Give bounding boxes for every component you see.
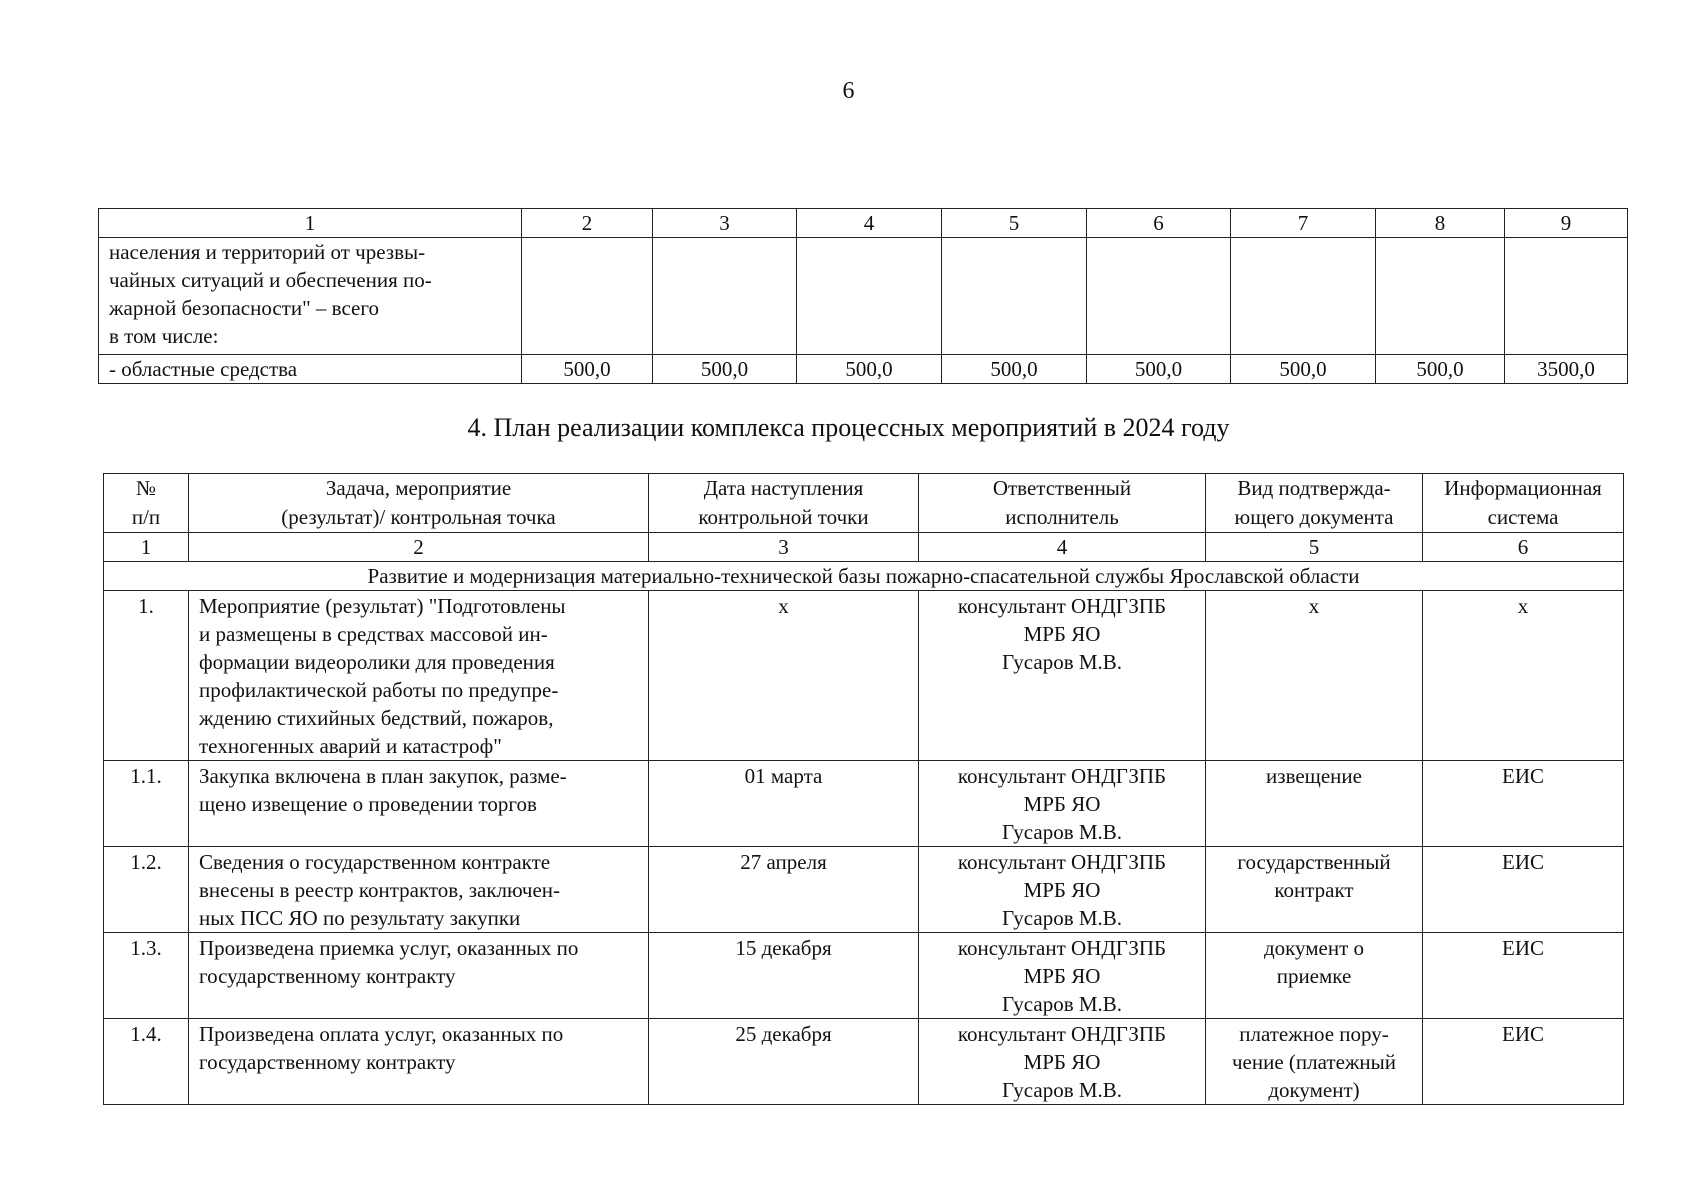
funding-row-label: - областные средства: [99, 355, 522, 384]
plan-table-header-row: [104, 474, 1624, 533]
row-responsible: консультант ОНДГЗПБ МРБ ЯО Гусаров М.В.: [919, 591, 1206, 761]
empty-cell: [797, 238, 942, 355]
column-index: 2: [189, 533, 649, 562]
funding-value: 500,0: [797, 355, 942, 384]
row-task: Произведена оплата услуг, оказанных по государственному контракту: [189, 1019, 649, 1105]
row-task: Закупка включена в план закупок, разме- щено извещение о проведении торгов: [189, 761, 649, 847]
plan-table: [103, 473, 1624, 1105]
row-date: 25 декабря: [649, 1019, 919, 1105]
column-index: 3: [649, 533, 919, 562]
row-document: документ о приемке: [1206, 933, 1423, 1019]
funding-value: 500,0: [1376, 355, 1505, 384]
row-system: ЕИС: [1423, 847, 1624, 933]
column-index: 5: [1206, 533, 1423, 562]
table-row: [104, 1019, 1624, 1105]
row-system: ЕИС: [1423, 933, 1624, 1019]
funding-table-header-cell: 2: [522, 209, 653, 238]
funding-table-header-cell: 7: [1231, 209, 1376, 238]
empty-cell: [1505, 238, 1628, 355]
funding-value: 500,0: [653, 355, 797, 384]
row-document: х: [1206, 591, 1423, 761]
plan-table-index-row: [104, 533, 1624, 562]
funding-table-description-row: [99, 238, 1628, 355]
row-date: 01 марта: [649, 761, 919, 847]
row-document: государственный контракт: [1206, 847, 1423, 933]
empty-cell: [1376, 238, 1505, 355]
row-number: 1.: [104, 591, 189, 761]
funding-table-header-cell: 1: [99, 209, 522, 238]
row-number: 1.4.: [104, 1019, 189, 1105]
row-date: х: [649, 591, 919, 761]
funding-table-header-cell: 9: [1505, 209, 1628, 238]
row-responsible: консультант ОНДГЗПБ МРБ ЯО Гусаров М.В.: [919, 1019, 1206, 1105]
funding-table-header-cell: 4: [797, 209, 942, 238]
funding-table-header-row: [99, 209, 1628, 238]
row-system: ЕИС: [1423, 1019, 1624, 1105]
empty-cell: [653, 238, 797, 355]
funding-table: [98, 208, 1628, 384]
empty-cell: [1231, 238, 1376, 355]
funding-row-regional: [99, 355, 1628, 384]
group-title: Развитие и модернизация материально-технической базы пожарно-спасательной службы Ярославской области: [104, 562, 1624, 591]
funding-value: 500,0: [522, 355, 653, 384]
row-number: 1.1.: [104, 761, 189, 847]
row-date: 15 декабря: [649, 933, 919, 1019]
table-row: [104, 933, 1624, 1019]
funding-table-header-cell: 6: [1087, 209, 1231, 238]
column-header-task: Задача, мероприятие (результат)/ контрольная точка: [189, 474, 649, 533]
column-index: 1: [104, 533, 189, 562]
row-task: Сведения о государственном контракте внесены в реестр контрактов, заключен- ных ПСС ЯО по результату закупки: [189, 847, 649, 933]
section-title: 4. План реализации комплекса процессных мероприятий в 2024 году: [467, 413, 1230, 442]
empty-cell: [942, 238, 1087, 355]
table-row: [104, 761, 1624, 847]
funding-value: 500,0: [942, 355, 1087, 384]
row-date: 27 апреля: [649, 847, 919, 933]
row-number: 1.3.: [104, 933, 189, 1019]
funding-table-header-cell: 3: [653, 209, 797, 238]
empty-cell: [1087, 238, 1231, 355]
row-document: извещение: [1206, 761, 1423, 847]
row-responsible: консультант ОНДГЗПБ МРБ ЯО Гусаров М.В.: [919, 933, 1206, 1019]
row-number: 1.2.: [104, 847, 189, 933]
row-task: Произведена приемка услуг, оказанных по государственному контракту: [189, 933, 649, 1019]
empty-cell: [522, 238, 653, 355]
row-system: ЕИС: [1423, 761, 1624, 847]
plan-table-group-row: [104, 562, 1624, 591]
row-responsible: консультант ОНДГЗПБ МРБ ЯО Гусаров М.В.: [919, 761, 1206, 847]
column-header-number: № п/п: [104, 474, 189, 533]
row-document: платежное пору- чение (платежный документ): [1206, 1019, 1423, 1105]
column-header-document: Вид подтвержда- ющего документа: [1206, 474, 1423, 533]
column-header-responsible: Ответственный исполнитель: [919, 474, 1206, 533]
row-responsible: консультант ОНДГЗПБ МРБ ЯО Гусаров М.В.: [919, 847, 1206, 933]
funding-description: населения и территорий от чрезвы- чайных ситуаций и обеспечения по- жарной безопасности" – всего в том числе:: [99, 238, 522, 355]
table-row: [104, 591, 1624, 761]
column-index: 6: [1423, 533, 1624, 562]
row-system: х: [1423, 591, 1624, 761]
column-header-system: Информационная система: [1423, 474, 1624, 533]
column-header-date: Дата наступления контрольной точки: [649, 474, 919, 533]
funding-value: 500,0: [1087, 355, 1231, 384]
column-index: 4: [919, 533, 1206, 562]
funding-table-header-cell: 5: [942, 209, 1087, 238]
row-task: Мероприятие (результат) "Подготовлены и размещены в средствах массовой ин- формации видеоролики для проведения профилактической работы по предупре- ждению стихийных бедствий, пожаров, техногенных аварий и катастроф": [189, 591, 649, 761]
table-row: [104, 847, 1624, 933]
funding-value: 500,0: [1231, 355, 1376, 384]
funding-total: 3500,0: [1505, 355, 1628, 384]
page-number: 6: [842, 78, 855, 104]
funding-table-header-cell: 8: [1376, 209, 1505, 238]
